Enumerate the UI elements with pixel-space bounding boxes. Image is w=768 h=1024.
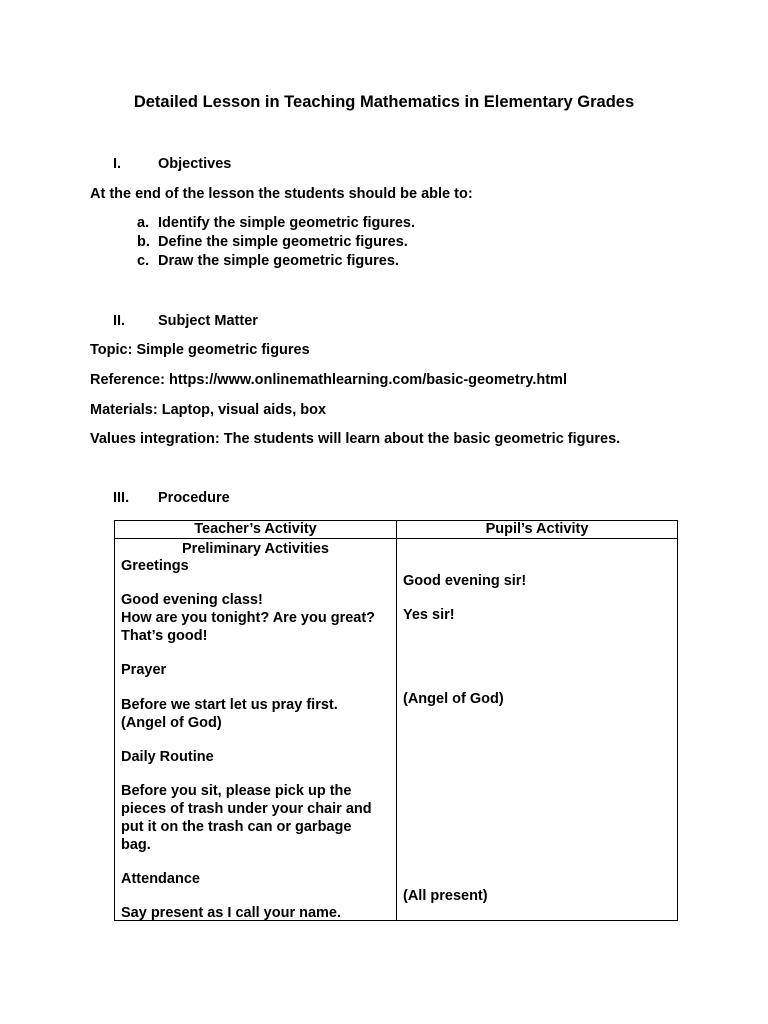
teacher-line: How are you tonight? Are you great? bbox=[121, 610, 376, 626]
section-number-procedure: III. bbox=[113, 490, 130, 506]
objective-letter: a. bbox=[137, 215, 150, 231]
topic-line: Topic: Simple geometric figures bbox=[90, 342, 310, 358]
teacher-line: (Angel of God) bbox=[121, 715, 222, 731]
materials-line: Materials: Laptop, visual aids, box bbox=[90, 402, 327, 418]
teacher-greetings-heading: Greetings bbox=[121, 558, 189, 574]
teacher-line: Before we start let us pray first. bbox=[121, 697, 338, 713]
teacher-line: Before you sit, please pick up the bbox=[121, 783, 352, 799]
header-divider bbox=[115, 538, 677, 539]
page-title: Detailed Lesson in Teaching Mathematics in Elementary Grades bbox=[133, 93, 635, 111]
pupil-line: Good evening sir! bbox=[403, 573, 527, 589]
teacher-line: pieces of trash under your chair and bbox=[121, 801, 372, 817]
section-heading-objectives: Objectives bbox=[158, 156, 232, 172]
section-heading-subject-matter: Subject Matter bbox=[158, 313, 258, 329]
column-divider bbox=[396, 521, 397, 920]
objective-item: Identify the simple geometric figures. bbox=[158, 215, 416, 231]
header-pupils-activity: Pupil’s Activity bbox=[485, 521, 589, 537]
teacher-prayer-heading: Prayer bbox=[121, 662, 167, 678]
section-heading-procedure: Procedure bbox=[158, 490, 230, 506]
teacher-line: Say present as I call your name. bbox=[121, 905, 342, 921]
objective-letter: c. bbox=[137, 253, 150, 269]
teacher-line: bag. bbox=[121, 837, 151, 853]
objective-item: Draw the simple geometric figures. bbox=[158, 253, 399, 269]
section-number-objectives: I. bbox=[113, 156, 122, 172]
teacher-line: Good evening class! bbox=[121, 592, 263, 608]
teacher-line: That’s good! bbox=[121, 628, 208, 644]
section-number-subject-matter: II. bbox=[113, 313, 126, 329]
pupil-line: (Angel of God) bbox=[403, 691, 504, 707]
pupil-line: Yes sir! bbox=[403, 607, 455, 623]
procedure-table bbox=[114, 520, 678, 921]
preliminary-activities-heading: Preliminary Activities bbox=[182, 541, 329, 557]
reference-line: Reference: https://www.onlinemathlearning.com/basic-geometry.html bbox=[90, 372, 567, 388]
pupil-line: (All present) bbox=[403, 888, 488, 904]
objective-letter: b. bbox=[137, 234, 150, 250]
objective-item: Define the simple geometric figures. bbox=[158, 234, 408, 250]
teacher-daily-routine-heading: Daily Routine bbox=[121, 749, 214, 765]
objectives-intro: At the end of the lesson the students should be able to: bbox=[90, 186, 473, 202]
header-teachers-activity: Teacher’s Activity bbox=[194, 521, 317, 537]
teacher-line: put it on the trash can or garbage bbox=[121, 819, 352, 835]
teacher-attendance-heading: Attendance bbox=[121, 871, 200, 887]
values-line: Values integration: The students will learn about the basic geometric figures. bbox=[90, 431, 621, 447]
